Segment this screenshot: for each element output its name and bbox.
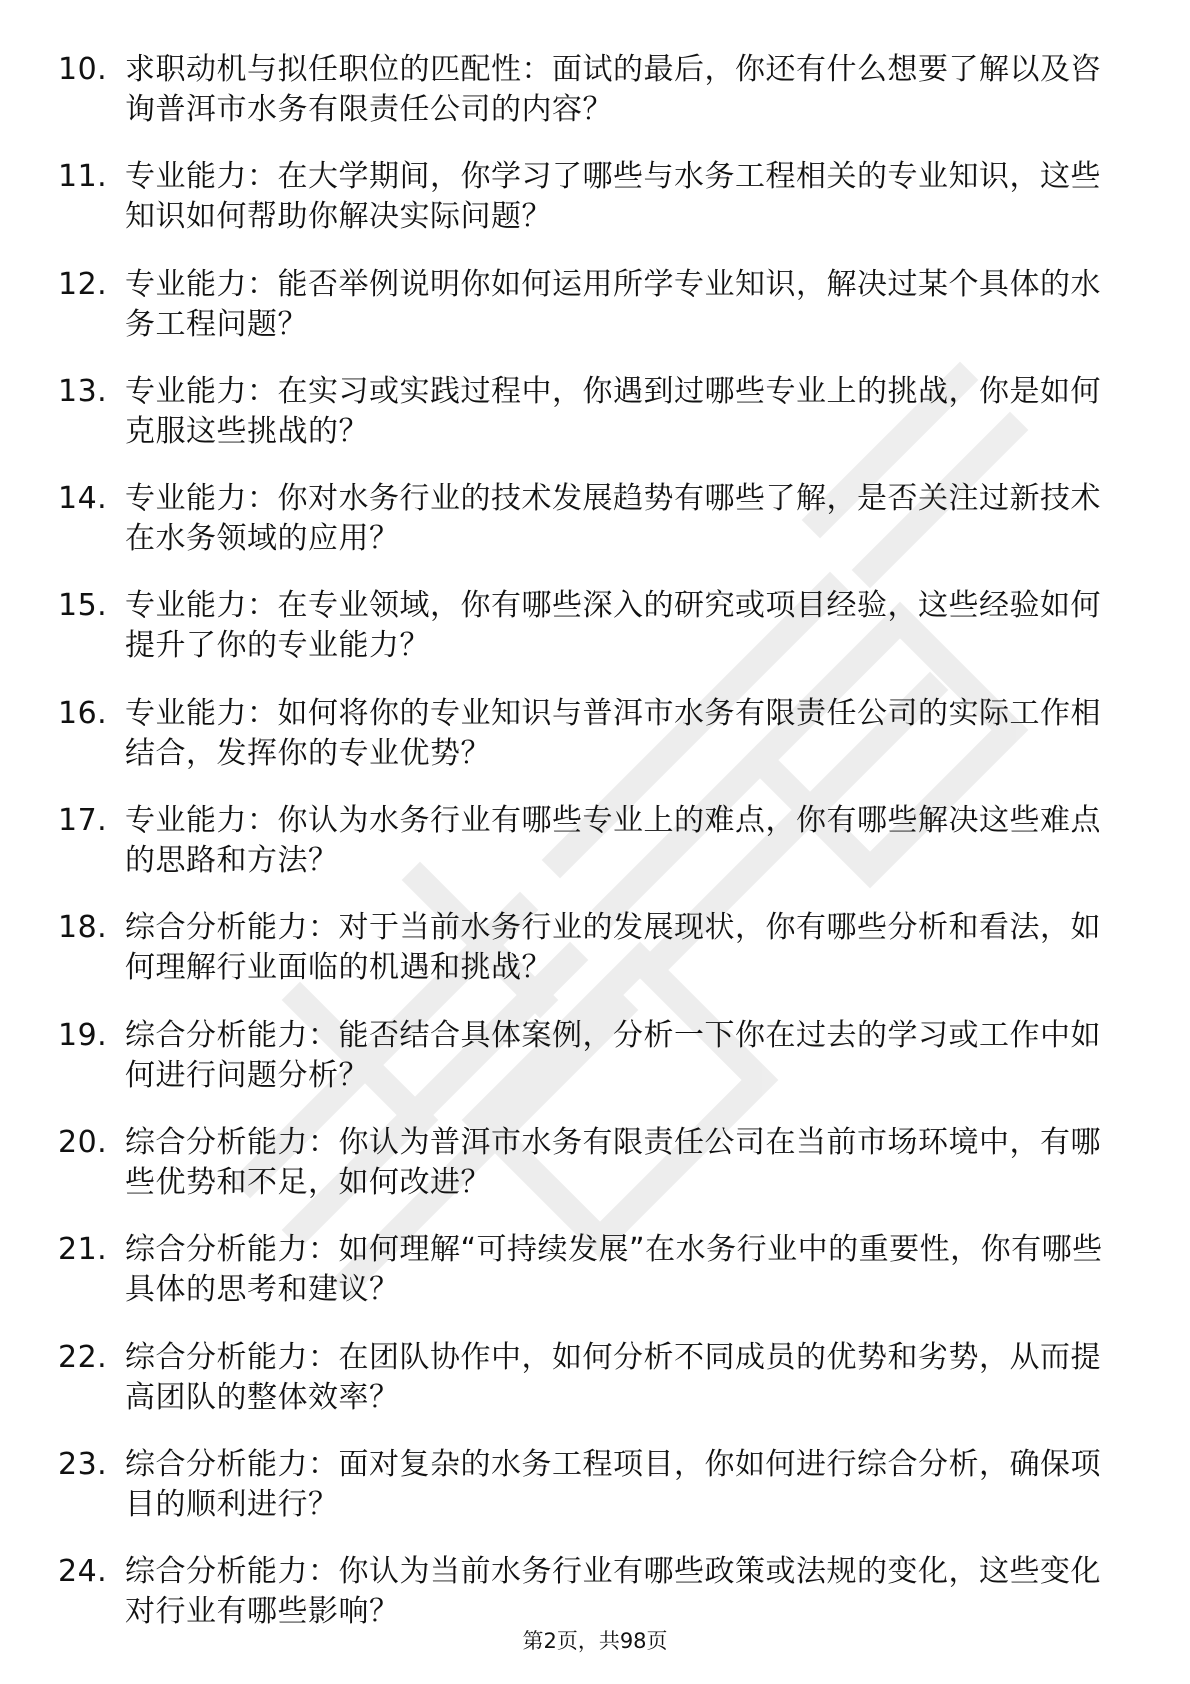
question-number: 19. (58, 1017, 108, 1053)
question-number: 12. (58, 266, 108, 302)
question-text: 综合分析能力：能否结合具体案例，分析一下你在过去的学习或工作中如何进行问题分析？ (125, 1017, 1101, 1093)
question-text: 专业能力：如何将你的专业知识与普洱市水务有限责任公司的实际工作相结合，发挥你的专业优势？ (125, 695, 1101, 771)
question-item (58, 586, 1118, 677)
question-number: 23. (58, 1446, 108, 1482)
question-number: 14. (58, 481, 108, 517)
question-item (58, 1123, 1118, 1214)
question-text: 综合分析能力：面对复杂的水务工程项目，你如何进行综合分析，确保项目的顺利进行？ (125, 1446, 1101, 1522)
question-text: 专业能力：你对水务行业的技术发展趋势有哪些了解，是否关注过新技术在水务领域的应用？ (125, 481, 1101, 557)
question-text: 专业能力：能否举例说明你如何运用所学专业知识，解决过某个具体的水务工程问题？ (125, 266, 1101, 342)
question-item (58, 694, 1118, 785)
question-number: 15. (58, 588, 108, 624)
question-number: 13. (58, 373, 108, 409)
question-text: 综合分析能力：如何理解“可持续发展”在水务行业中的重要性，你有哪些具体的思考和建议？ (125, 1232, 1103, 1308)
question-number: 18. (58, 910, 108, 946)
question-item (58, 479, 1118, 570)
question-item (58, 50, 1118, 141)
question-text: 专业能力：在大学期间，你学习了哪些与水务工程相关的专业知识，这些知识如何帮助你解决实际问题？ (125, 159, 1101, 235)
question-number: 16. (58, 695, 108, 731)
question-text: 综合分析能力：你认为当前水务行业有哪些政策或法规的变化，这些变化对行业有哪些影响？ (125, 1554, 1101, 1630)
question-item (58, 1445, 1118, 1536)
question-number: 22. (58, 1339, 108, 1375)
question-number: 17. (58, 803, 108, 839)
question-number: 10. (58, 52, 108, 87)
question-text: 专业能力：你认为水务行业有哪些专业上的难点，你有哪些解决这些难点的思路和方法？ (125, 803, 1101, 879)
page-number-footer: 第2页，共98页 (522, 1629, 668, 1653)
question-text: 综合分析能力：在团队协作中，如何分析不同成员的优势和劣势，从而提高团队的整体效率？ (125, 1339, 1101, 1415)
question-item (58, 801, 1118, 892)
question-text: 求职动机与拟任职位的匹配性：面试的最后，你还有什么想要了解以及咨询普洱市水务有限责任公司的内容？ (125, 52, 1101, 127)
question-item (58, 372, 1118, 463)
question-text: 专业能力：在专业领域，你有哪些深入的研究或项目经验，这些经验如何提升了你的专业能力？ (125, 588, 1101, 664)
question-text: 综合分析能力：对于当前水务行业的发展现状，你有哪些分析和看法，如何理解行业面临的机遇和挑战？ (125, 910, 1101, 986)
question-list (58, 50, 1118, 1659)
question-item (58, 157, 1118, 248)
question-item (58, 265, 1118, 356)
question-item (58, 908, 1118, 999)
question-item (58, 1338, 1118, 1429)
question-item (58, 1230, 1118, 1321)
question-text: 专业能力：在实习或实践过程中，你遇到过哪些专业上的挑战，你是如何克服这些挑战的？ (125, 373, 1101, 449)
question-text: 综合分析能力：你认为普洱市水务有限责任公司在当前市场环境中，有哪些优势和不足，如何改进？ (125, 1124, 1101, 1200)
question-number: 11. (58, 159, 108, 195)
question-number: 24. (58, 1554, 108, 1590)
question-number: 20. (58, 1124, 108, 1160)
question-item (58, 1016, 1118, 1107)
question-number: 21. (58, 1232, 108, 1268)
